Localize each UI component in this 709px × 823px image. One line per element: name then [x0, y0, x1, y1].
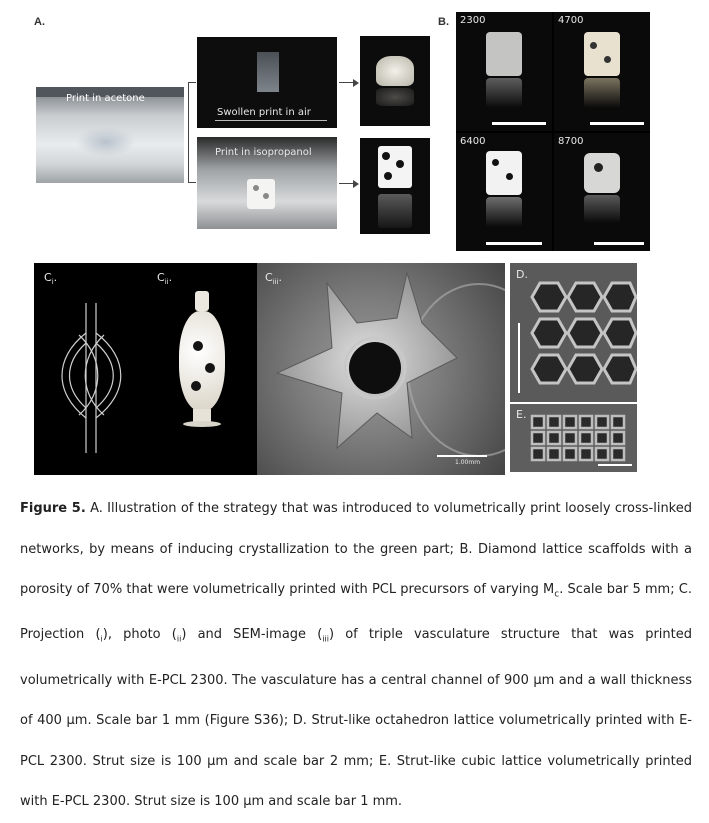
sem-d-octahedron — [510, 263, 637, 402]
scale-bar-4700 — [590, 122, 644, 125]
scale-bar-2300 — [492, 122, 546, 125]
scale-bar-ciii — [437, 455, 487, 457]
label-ciii: $C_{iii}$. — [265, 271, 283, 287]
acetone-beaker-photo — [36, 87, 184, 183]
scale-bar-e — [598, 464, 632, 466]
figure-caption: Figure 5. A. Illustration of the strategy that was introduced to volumetrically print loosely cross-linked networks, by means of inducing crystallization to the green part; B. Diamond lattice scaffolds with a porosity of 70% that were volumetrically printed with PCL precursors of varying $M_c$. Scale bar 5 mm; C. Projection $(_i)$, photo $(_{ii})$ and SEM-image $(_{iii})$ of triple vasculature structure that was printed volumetrically with E-PCL 2300. The vasculature has a central channel of 900 µm and a wall thickness of 400 µm. Scale bar 1 mm (Figure S36); D. Strut-like octahedron lattice volumetrically printed with E-PCL 2300. Strut size is 100 µm and scale bar 2 mm; E. Strut-like cubic lattice volumetrically printed with E-PCL 2300. Strut size is 100 µm and scale bar 1 mm. — [20, 501, 692, 810]
scaffold-4700-photo — [554, 12, 650, 131]
arrowhead-icon — [353, 180, 359, 188]
label-swollen-air: Swollen print in air — [217, 107, 311, 118]
octahedron-lattice-icon — [510, 263, 637, 402]
arrow-bracket-vertical — [188, 82, 189, 182]
photo-cii — [149, 263, 257, 475]
projection-ci-photo — [34, 263, 149, 475]
panel-b-letter: B. — [438, 16, 449, 28]
cubic-lattice-icon — [510, 404, 637, 472]
lattice-result-photo — [360, 138, 430, 234]
vasculature-projection-icon — [34, 263, 149, 475]
collapsed-result-photo — [360, 36, 430, 126]
arrow-to-swollen — [188, 82, 196, 83]
sem-e-cubic — [510, 404, 637, 472]
scale-bar-6400 — [486, 242, 542, 245]
scale-text-ciii: 1.00mm — [455, 459, 481, 466]
label-8700: 8700 — [558, 136, 584, 147]
scale-bar-d — [518, 323, 520, 393]
scaffold-8700-photo — [554, 133, 650, 251]
swollen-print-photo — [197, 37, 337, 128]
label-6400: 6400 — [460, 136, 486, 147]
scaffold-2300-photo — [456, 12, 552, 131]
arrow-to-isopropanol — [188, 182, 196, 183]
figure-label: Figure 5. — [20, 501, 86, 516]
panel-a-letter: A. — [34, 16, 45, 28]
isopropanol-beaker-photo — [197, 137, 337, 229]
label-print-isopropanol: Print in isopropanol — [215, 147, 312, 158]
label-2300: 2300 — [460, 15, 486, 26]
panel-b-grid — [456, 12, 650, 251]
label-e: E. — [516, 408, 527, 421]
label-4700: 4700 — [558, 15, 584, 26]
label-print-acetone: Print in acetone — [66, 93, 145, 104]
arrowhead-icon — [353, 79, 359, 87]
triple-vasculature-sem-icon — [257, 263, 505, 475]
scaffold-6400-photo — [456, 133, 552, 251]
sem-ciii — [257, 263, 505, 475]
label-cii: $C_{ii}$. — [157, 271, 173, 287]
label-ci: $C_i$. — [44, 271, 58, 287]
label-d: D. — [516, 268, 528, 281]
scale-bar-8700 — [594, 242, 644, 245]
